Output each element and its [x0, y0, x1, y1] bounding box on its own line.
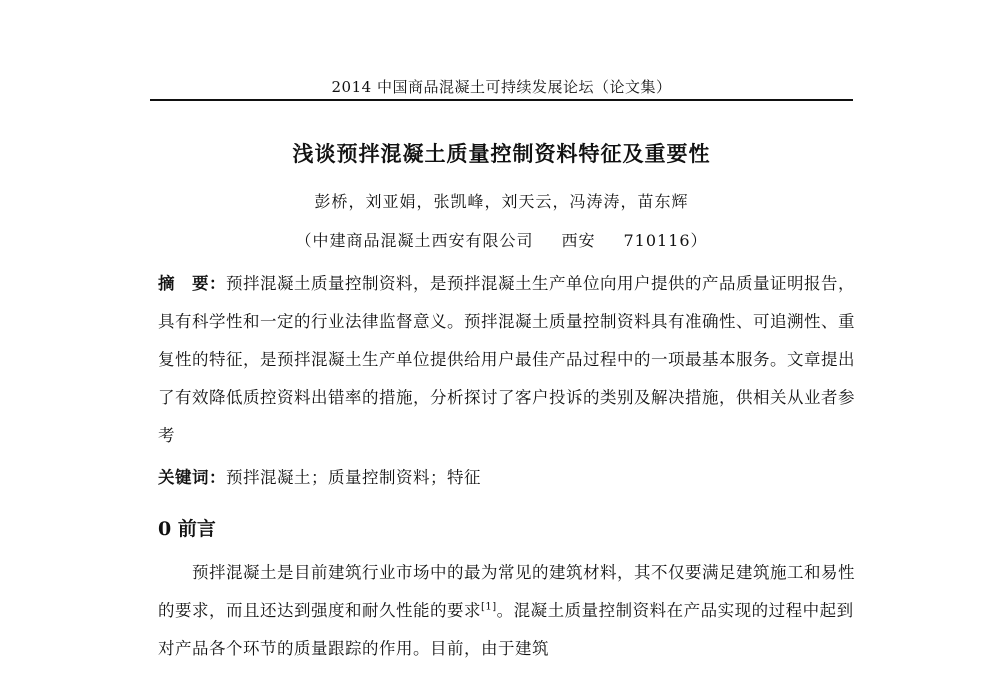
abstract	[158, 265, 858, 455]
author-list: 彭桥，刘亚娟，张凯峰，刘天云，冯涛涛，苗东辉	[314, 192, 689, 211]
body-text-part2: 。混凝土质量控制资料在产品实现的过程中起到对产品各个环节的质量跟踪的作用。目前，由于建筑	[158, 601, 854, 658]
body-paragraph	[158, 554, 858, 668]
header-rule	[150, 99, 853, 101]
affiliation-zip: 710116）	[623, 231, 708, 250]
keywords	[158, 466, 858, 490]
section-heading: 0 前言	[158, 518, 216, 540]
keywords-label: 关键词：	[158, 468, 226, 487]
affiliation-city: 西安	[561, 231, 596, 250]
abstract-text: 预拌混凝土质量控制资料，是预拌混凝土生产单位向用户提供的产品质量证明报告，具有科学性和一定的行业法律监督意义。预拌混凝土质量控制资料具有准确性、可追溯性、重复性的特征，是预拌混凝土生产单位提供给用户最佳产品过程中的一项最基本服务。文章提出了有效降低质控资料出错率的措施，分析探讨了客户投诉的类别及解决措施，供相关从业者参考	[158, 274, 855, 445]
paper-title: 浅谈预拌混凝土质量控制资料特征及重要性	[292, 141, 711, 166]
body-text-part1: 预拌混凝土是目前建筑行业市场中的最为常见的建筑材料，其不仅要满足建筑施工和易性的要求，而且还达到强度和耐久性能的要求	[158, 563, 855, 620]
affiliation-org: （中建商品混凝土西安有限公司	[295, 231, 534, 250]
keywords-text: 预拌混凝土；质量控制资料；特征	[226, 468, 481, 487]
abstract-label: 摘 要：	[158, 274, 226, 293]
affiliation	[150, 228, 853, 251]
running-header: 2014 中国商品混凝土可持续发展论坛（论文集）	[331, 78, 672, 96]
citation-marker: [1]	[481, 601, 497, 613]
